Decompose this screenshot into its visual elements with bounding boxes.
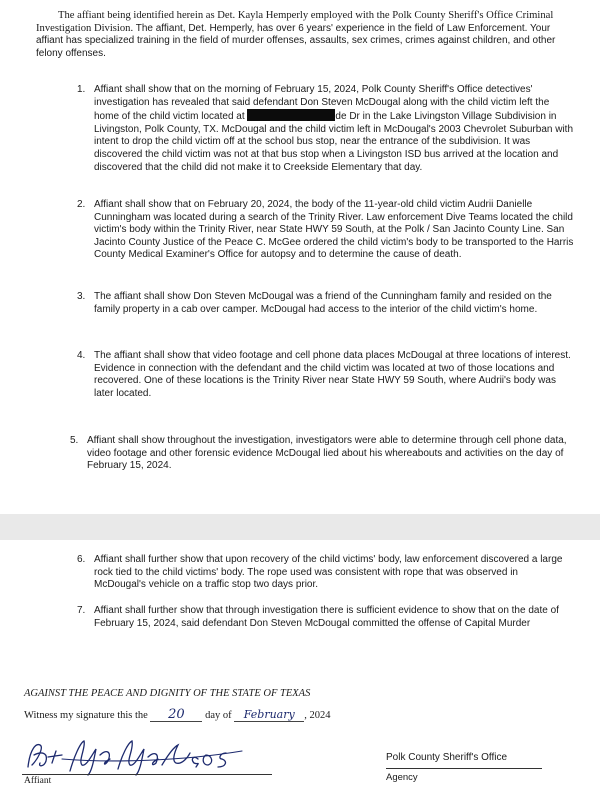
intro-sentence-2: The affiant, Det. Hemperly, has over 6 years' experience in the field of Law Enforcement. Your affiant has specialized training in the field of murder offenses, assaults, sex crimes, crimes against children, and other felony offenses.	[36, 22, 556, 59]
list-item: Affiant shall further show that through investigation there is sufficient evidence to show that on the date of February 15, 2024, said defendant Don Steven McDougal committed the offense of Capital Murder	[94, 605, 559, 629]
list-item	[94, 84, 574, 174]
agency-name: Polk County Sheriff's Office	[386, 752, 508, 763]
affiant-label: Affiant	[24, 776, 52, 786]
witness-prefix: Witness my signature this the	[24, 710, 148, 721]
item-number: 6.	[77, 554, 86, 565]
witness-line	[24, 709, 330, 722]
list-item: Affiant shall show throughout the investigation, investigators were able to determine through cell phone data, video footage and other forensic evidence McDougal lied about his whereabouts and activities on the day of February 15, 2024.	[87, 435, 567, 472]
list-item: The affiant shall show Don Steven McDougal was a friend of the Cunningham family and resided on the family property in a cab over camper. McDougal had access to the interior of the child victim's home.	[94, 291, 552, 315]
closing-statement: AGAINST THE PEACE AND DIGNITY OF THE STATE OF TEXAS	[24, 688, 311, 699]
witness-middle: day of	[205, 710, 232, 721]
agency-line	[386, 768, 542, 769]
item-number: 4.	[77, 350, 86, 361]
intro-sentence-1: The affiant being identified herein as Det. Kayla Hemperly employed with the Polk County Sheriff's Office Criminal Investigation Division.	[36, 10, 554, 34]
item-number: 7.	[77, 605, 86, 616]
witness-year: , 2024	[304, 710, 331, 721]
agency-label: Agency	[386, 772, 418, 783]
page-break	[0, 514, 600, 540]
intro-paragraph	[36, 10, 564, 60]
list-item: Affiant shall further show that upon recovery of the child victims' body, law enforcement discovered a large rock tied to the child victims' body. The rope used was consistent with rope that was observed in McDougal's vehicle on a traffic stop two days prior.	[94, 554, 563, 591]
list-item: Affiant shall show that on February 20, 2024, the body of the 11-year-old child victim Audrii Danielle Cunningham was located during a search of the Trinity River. Law enforcement Dive Teams located the child victim's body within the Trinity River, near State HWY 59 South, at the Polk / San Jacinto County Line. San Jacinto County Justice of the Peace C. McGee ordered the child victim's body to be transported to the Harris County Medical Examiner's Office for autopsy and to determine the cause of death.	[94, 199, 574, 261]
handwritten-signature	[22, 737, 262, 777]
item-number: 2.	[77, 199, 86, 210]
month-blank	[234, 709, 304, 722]
item-number: 3.	[77, 291, 86, 302]
redaction-bar	[247, 109, 335, 121]
item-number: 1.	[77, 84, 86, 95]
list-item: The affiant shall show that video footage and cell phone data places McDougal at three locations of interest. Evidence in connection with the defendant and the child victim was located at two of those locations and recovered. One of these locations is the Trinity River near State HWY 59 South, where Audrii's body was later located.	[94, 350, 571, 399]
item-text-before-redaction: Affiant shall show that on the morning of February 15, 2024, Polk County Sheriff's Office detectives' investigation has revealed that said defendant Don Steven McDougal along with the child victim left the home of the child victim located at	[94, 84, 550, 123]
handwritten-month: February	[243, 708, 295, 721]
item-text-after-redaction: de Dr in the Lake Livingston Village Subdivision in Livingston, Polk County, TX. McDougal and the child victim left in McDougal's 2003 Chevrolet Suburban with intent to drop the child victim off at the school bus stop, near the entrance of the subdivision. It was discovered the child victim was not at that bus stop when a Livingston ISD bus arrived at the location and discovered that the child did not make it to Creekside Elementary that day.	[94, 111, 574, 173]
item-number: 5.	[70, 435, 79, 446]
signature-line	[22, 774, 272, 775]
day-blank	[150, 709, 202, 722]
handwritten-day: 20	[168, 707, 185, 722]
